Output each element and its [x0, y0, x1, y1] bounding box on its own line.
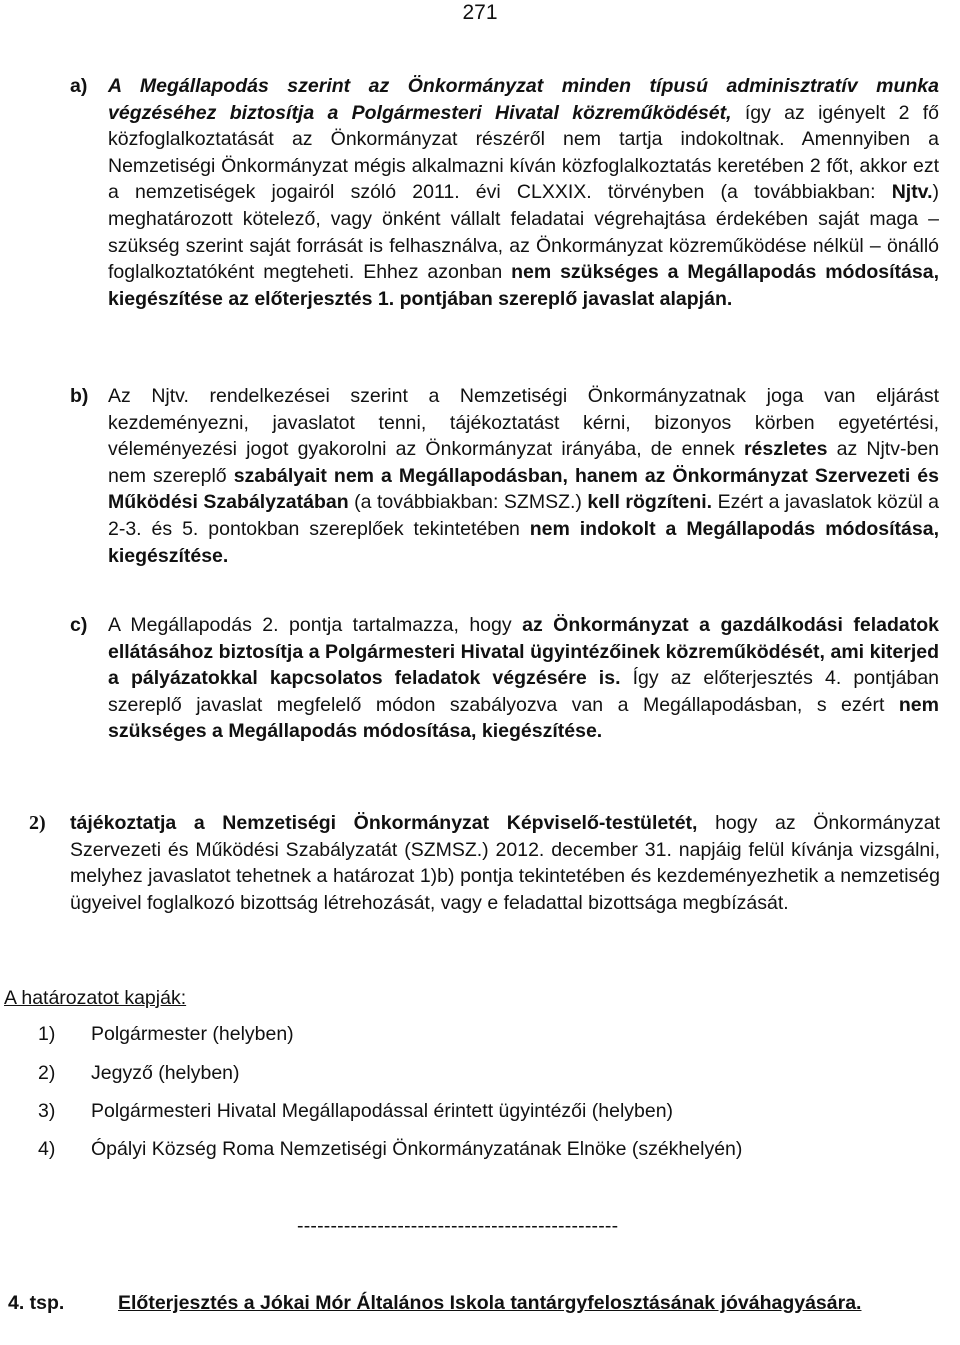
recipient-item	[38, 1060, 240, 1087]
section-2-marker: 2)	[29, 812, 46, 834]
item-a-marker: a)	[70, 75, 88, 97]
recipient-number: 1)	[38, 1023, 56, 1045]
item-b-bold-3: kell rögzíteni.	[587, 491, 713, 514]
item-b-text-2: az Njtv-ben nem szereplő	[108, 438, 940, 487]
item-b-bold-2: szabályait nem a Megállapodásban, hanem az Önkormányzat Szervezeti és Működési Szabályzatában	[108, 464, 939, 514]
recipient-item	[38, 1021, 294, 1048]
item-c-paragraph	[70, 612, 940, 745]
separator-line: ------------------------------------------------	[297, 1215, 619, 1237]
item-b-text-1: Az Njtv. rendelkezései szerint a Nemzetiségi Önkormányzatnak joga van eljárást kezdeményezni, javaslatot tenni, tájékoztatást kérni, bizonyos körben egyetértési, véleményezési jogot gyakorolni az Önkormányzat irányába, de ennek	[108, 385, 939, 461]
recipient-item	[38, 1136, 742, 1163]
recipients-title: A határozatot kapják:	[4, 987, 187, 1009]
item-b-marker: b)	[70, 385, 89, 407]
item-c-conclusion: nem szükséges a Megállapodás módosítása, kiegészítése.	[108, 693, 939, 743]
item-a-paragraph	[70, 73, 939, 312]
item-b-text-3: (a továbbiakban: SZMSZ.)	[348, 491, 588, 514]
item-c-bold-1: az Önkormányzat a gazdálkodási feladatok ellátásához biztosítja a Polgármesteri Hivatal ügyintézőinek közreműködését, ami kiterjed a pályázatokkal kapcsolatos feladatok végzésére is.	[108, 614, 939, 690]
page-number: 271	[462, 1, 498, 24]
item-c-marker: c)	[70, 614, 88, 636]
section-2-lead: tájékoztatja a Nemzetiségi Önkormányzat Képviselő-testületét,	[70, 812, 698, 834]
item-b-paragraph	[70, 383, 940, 569]
item-a-conclusion: nem szükséges a Megállapodás módosítása, kiegészítése az előterjesztés 1. pontjában szereplő javaslat alapján.	[108, 261, 939, 310]
item-c-text-1: A Megállapodás 2. pontja tartalmazza, hogy	[108, 614, 523, 636]
recipient-text: Ópályi Község Roma Nemzetiségi Önkormányzatának Elnöke (székhelyén)	[91, 1138, 743, 1160]
agenda-title: Előterjesztés a Jókai Mór Általános Iskola tantárgyfelosztásának jóváhagyására.	[118, 1292, 862, 1314]
section-2-paragraph	[29, 810, 940, 916]
item-a-lead: A Megállapodás szerint az Önkormányzat minden típusú adminisztratív munka végzéséhez biztosítja a Polgármesteri Hivatal közreműködését,	[108, 75, 939, 124]
item-a-njtv: Njtv.	[891, 181, 933, 204]
agenda-number: 4. tsp.	[8, 1292, 65, 1314]
item-a-text-1: így az igényelt 2 fő közfoglalkoztatását az Önkormányzat részéről nem tartja indokoltnak. Amennyiben a Nemzetiségi Önkormányzat mégis alkalmazni kíván közfoglalkoztatás keretében 2 főt, akkor ezt a nemzetiségek jogairól szóló 2011. évi CLXXIX. törvényben (a továbbiakban:	[108, 101, 939, 204]
item-b-conclusion: nem indokolt a Megállapodás módosítása, kiegészítése.	[108, 517, 939, 567]
recipient-text: Polgármesteri Hivatal Megállapodással érintett ügyintézői (helyben)	[91, 1100, 674, 1122]
item-c-text-2: Így az előterjesztés 4. pontjában szereplő javaslat megfelelő módon szabályozva van a Megállapodásban, s ezért	[108, 667, 940, 716]
recipient-text: Jegyző (helyben)	[91, 1062, 240, 1084]
recipient-item	[38, 1098, 673, 1125]
recipient-number: 3)	[38, 1100, 56, 1122]
recipient-text: Polgármester (helyben)	[91, 1023, 294, 1045]
section-2-text: hogy az Önkormányzat Szervezeti és Működési Szabályzatát (SZMSZ.) 2012. december 31. napjáig felül kívánja vizsgálni, melyhez javaslatot tehetnek a határozat 1)b) pontja tekintetében és kezdeményezhetik a nemzetiség ügyeivel foglalkozó bizottság létrehozását, vagy e feladattal bizottsága megbízását.	[70, 812, 940, 914]
recipient-number: 2)	[38, 1062, 56, 1084]
item-a-text-2: ) meghatározott kötelező, vagy önként vállalt feladatai végrehajtása érdekében saját maga – szükség szerint saját forrását is felhasználva, az Önkormányzat közreműködése nélkül – önálló foglalkoztatóként megteheti. Ehhez azonban	[108, 181, 939, 284]
item-b-bold-1: részletes	[743, 438, 828, 461]
item-b-text-4: Ezért a javaslatok közül a 2-3. és 5. pontokban szereplőek tekintetében	[108, 491, 939, 540]
recipient-number: 4)	[38, 1138, 56, 1160]
